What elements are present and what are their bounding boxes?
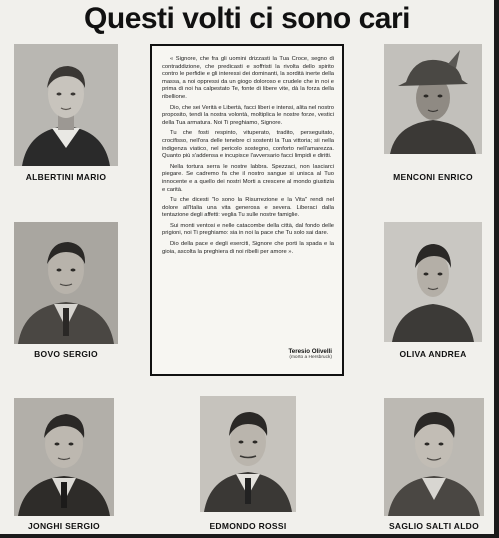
prayer-text-box <box>150 44 344 376</box>
prayer-paragraph: « Signore, che fra gli uomini drizzasti la Tua Croce, segno di contraddizione, che predicasti e soffristi la rivolta dello spirito contro le perfidie e gli interessi dei dominanti, la sordità inerte della massa, a noi oppressi da un giogo doloroso e crudele che in noi e prima di noi ha calpestato Te, fonte di libere vite, dà la forza della ribellione. <box>162 56 334 100</box>
person-name: ALBERTINI MARIO <box>25 172 107 182</box>
portrait-figure <box>384 398 484 516</box>
person-name: MENCONI ENRICO <box>393 172 473 182</box>
portrait-photo-oliva <box>384 222 482 342</box>
prayer-paragraph: Dio, che sei Verità e Libertà, facci liberi e intensi, alita nel nostro proposito, tendi la nostra volontà, moltiplica le nostre forze, vestici della Tua armatura. Noi Ti preghiamo, Signore. <box>162 104 335 126</box>
portrait-photo-saglio <box>384 398 484 516</box>
person-name: SAGLIO SALTI ALDO <box>388 521 480 531</box>
prayer-paragraph: Tu che fosti respinto, vituperato, tradito, perseguitato, crocifisso, nell'ora delle tenebre ci sostenti la Tua vittoria; sii nella indigenza viatico, nel pericolo sostegno, conforto nell'amarezza. Quanto più s'addensa e incupisce l'avversario facci limpidi e diritti. <box>162 130 334 160</box>
page-title: Questi volti ci sono cari <box>84 2 410 35</box>
prayer-author: Teresio Olivelli <box>288 348 332 355</box>
portrait-photo-rossi <box>200 396 296 512</box>
portrait-figure <box>14 398 114 516</box>
prayer-signature <box>288 348 332 360</box>
person-name: OLIVA ANDREA <box>399 349 467 359</box>
portrait-figure <box>384 222 482 342</box>
portrait-figure <box>384 44 482 154</box>
person-name: BOVO SERGIO <box>34 349 98 359</box>
portrait-figure <box>14 44 118 166</box>
person-name: JONGHI SERGIO <box>28 521 100 531</box>
portrait-photo-bovo <box>14 222 118 344</box>
person-name: EDMONDO ROSSI <box>209 521 287 531</box>
prayer-paragraph: Tu che dicesti "Io sono la Risurrezione e la Vita" rendi nel dolore all'Italia una vita generosa e severa. Liberaci dalla tentazione degli affetti: veglia Tu sulle nostre famiglie. <box>162 197 334 219</box>
prayer-paragraph: Dio della pace e degli eserciti, Signore che porti la spada e la gioia, ascolta la preghiera di noi ribelli per amore ». <box>162 241 334 255</box>
portrait-photo-albertini <box>14 44 118 166</box>
portrait-figure <box>14 222 118 344</box>
portrait-photo-jonghi <box>14 398 114 516</box>
prayer-paragraph: Sui monti ventosi e nelle catacombe della città, dal fondo delle prigioni, noi Ti preghiamo: sia in noi la pace che Tu solo sai dare. <box>162 222 334 237</box>
prayer-paragraph: Nella tortura serra le nostre labbra. Spezzaci, non lasciarci piegare. Se cadremo fa che il nostro sangue si unisca al Tuo innocente e a quello dei nostri Morti a crescere al mondo giustizia e carità. <box>162 163 334 193</box>
prayer-author-note: (morto a Hersbruck) <box>289 355 332 360</box>
portrait-figure <box>200 396 296 512</box>
portrait-photo-menconi <box>384 44 482 154</box>
